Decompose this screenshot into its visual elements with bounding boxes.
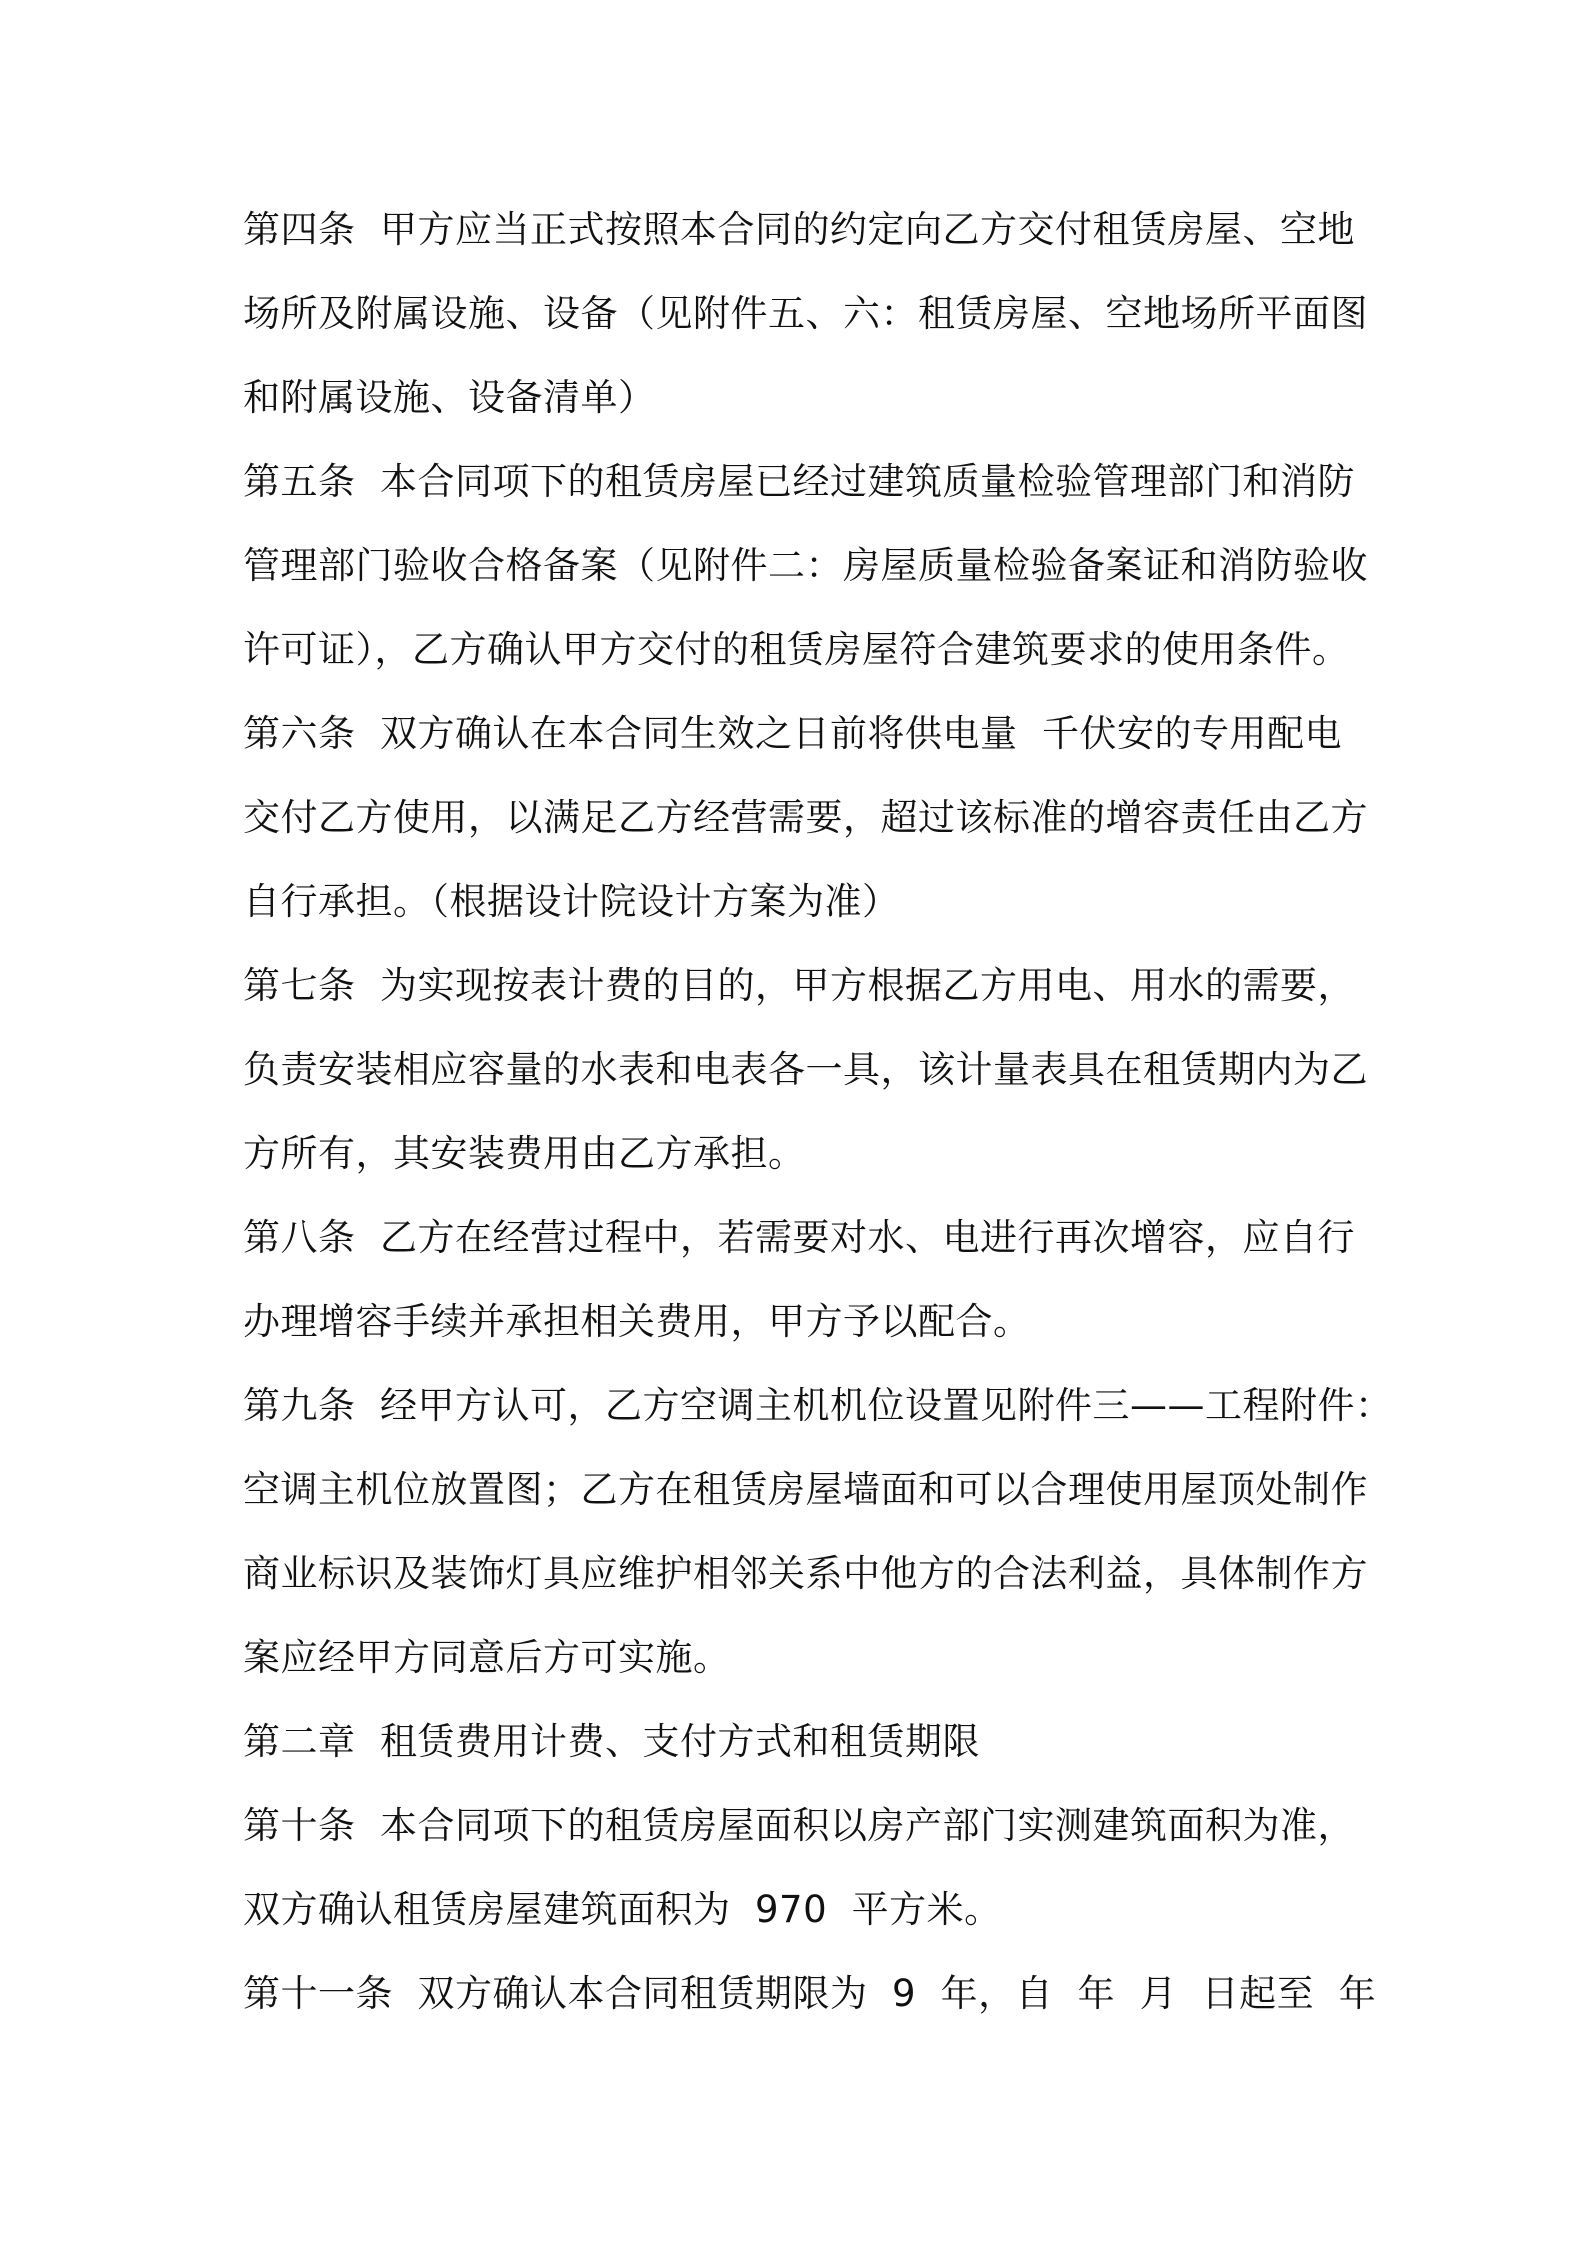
text-line: 第六条 双方确认在本合同生效之日前将供电量 千伏安的专用配电	[243, 712, 1343, 755]
text-line: 负责安装相应容量的水表和电表各一具，该计量表具在租赁期内为乙	[243, 1048, 1368, 1091]
text-line: 第八条 乙方在经营过程中，若需要对水、电进行再次增容，应自行	[243, 1216, 1356, 1259]
text-line: 第九条 经甲方认可，乙方空调主机机位设置见附件三——工程附件：	[243, 1384, 1393, 1427]
text-line: 许可证），乙方确认甲方交付的租赁房屋符合建筑要求的使用条件。	[243, 628, 1350, 671]
text-line: 商业标识及装饰灯具应维护相邻关系中他方的合法利益，具体制作方	[243, 1552, 1368, 1595]
text-line: 第四条 甲方应当正式按照本合同的约定向乙方交付租赁房屋、空地	[243, 208, 1356, 251]
document-body	[243, 198, 1393, 2046]
text-line: 第七条 为实现按表计费的目的，甲方根据乙方用电、用水的需要，	[243, 964, 1356, 1007]
text-line: 空调主机位放置图；乙方在租赁房屋墙面和可以合理使用屋顶处制作	[243, 1468, 1368, 1511]
text-line: 第十条 本合同项下的租赁房屋面积以房产部门实测建筑面积为准，	[243, 1804, 1356, 1847]
text-line: 和附属设施、设备清单）	[243, 376, 656, 419]
text-line: 第五条 本合同项下的租赁房屋已经过建筑质量检验管理部门和消防	[243, 460, 1356, 503]
text-line: 办理增容手续并承担相关费用，甲方予以配合。	[243, 1300, 1031, 1343]
text-line: 方所有，其安装费用由乙方承担。	[243, 1132, 806, 1175]
chapter-heading: 第二章 租赁费用计费、支付方式和租赁期限	[243, 1720, 981, 1763]
text-line: 管理部门验收合格备案（见附件二：房屋质量检验备案证和消防验收	[243, 544, 1368, 587]
text-line: 第十一条 双方确认本合同租赁期限为 9 年，自 年 月 日起至 年	[243, 1972, 1377, 2015]
text-line: 自行承担。（根据设计院设计方案为准）	[243, 880, 900, 923]
text-line: 交付乙方使用，以满足乙方经营需要，超过该标准的增容责任由乙方	[243, 796, 1368, 839]
text-line: 双方确认租赁房屋建筑面积为 970 平方米。	[243, 1888, 1002, 1931]
text-line: 场所及附属设施、设备（见附件五、六：租赁房屋、空地场所平面图	[243, 292, 1368, 335]
text-line: 案应经甲方同意后方可实施。	[243, 1636, 731, 1679]
